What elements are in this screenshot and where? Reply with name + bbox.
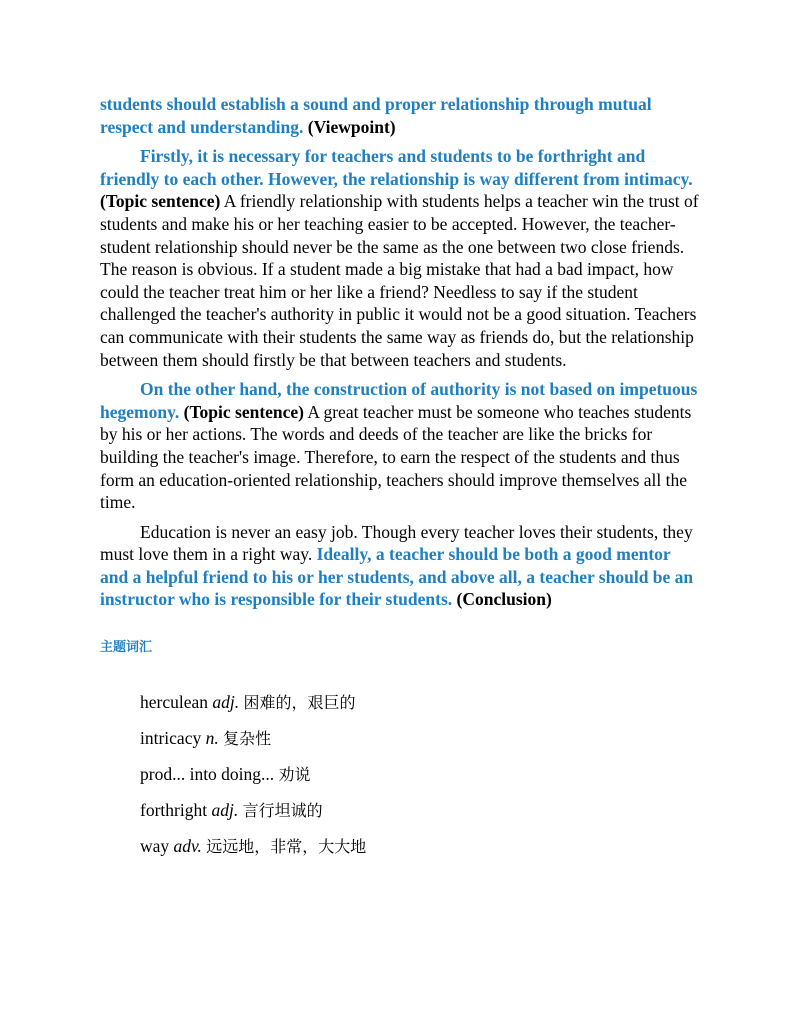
essay-paragraph bbox=[100, 93, 700, 138]
vocab-meaning: 言行坦诚的 bbox=[242, 801, 323, 821]
vocab-word: intricacy bbox=[140, 728, 202, 749]
body-text: Education is never an easy job. Though every teacher loves their students, they must love them in a right way. bbox=[100, 521, 693, 565]
highlighted-sentence: On the other hand, the construction of authority is not based on impetuous hegemony. bbox=[100, 379, 698, 422]
body-text: A great teacher must be someone who teaches students by his or her actions. The words and deeds of the teacher are like the bricks for building the teacher's image. Therefore, to earn the respect of the students and thus form an education-oriented relationship, teachers should improve themselves all the time. bbox=[100, 401, 692, 513]
vocab-item bbox=[140, 727, 700, 763]
essay-paragraph bbox=[100, 378, 700, 514]
vocab-meaning: 困难的，艰巨的 bbox=[243, 693, 356, 713]
vocab-list bbox=[100, 691, 700, 871]
vocab-item bbox=[140, 763, 700, 799]
highlighted-sentence: Ideally, a teacher should be both a good mentor and a helpful friend to his or her students, and above all, a teacher should be an instructor who is responsible for their students. bbox=[100, 544, 694, 610]
vocab-part-of-speech: n. bbox=[205, 728, 219, 749]
sentence-role-label: (Viewpoint) bbox=[307, 116, 396, 137]
vocab-part-of-speech: adj. bbox=[211, 800, 239, 821]
highlighted-sentence: students should establish a sound and proper relationship through mutual respect and understanding. bbox=[100, 94, 652, 137]
sentence-role-label: (Conclusion) bbox=[456, 589, 552, 610]
vocab-word: prod... into doing... bbox=[140, 764, 275, 785]
vocab-item bbox=[140, 835, 700, 871]
body-text: A friendly relationship with students helps a teacher win the trust of students and make his or her teaching easier to be accepted. However, the teacher-student relationship should never be the same as the one between two close friends. The reason is obvious. If a student made a big mistake that had a bad impact, how could the teacher treat him or her like a friend? Needless to say if the student challenged the teacher's authority in public it would not be a good situation. Teachers can communicate with their students the same way as friends do, but the relationship between them should firstly be that between teachers and students. bbox=[100, 191, 699, 370]
vocab-word: herculean bbox=[140, 692, 209, 713]
vocab-meaning: 复杂性 bbox=[223, 729, 272, 749]
vocab-word: forthright bbox=[140, 800, 208, 821]
sentence-role-label: (Topic sentence) bbox=[100, 191, 221, 212]
vocab-word: way bbox=[140, 836, 170, 857]
vocab-meaning: 劝说 bbox=[278, 765, 311, 785]
vocab-item bbox=[140, 799, 700, 835]
vocab-meaning: 远远地，非常，大大地 bbox=[206, 837, 367, 857]
vocab-part-of-speech: adv. bbox=[173, 836, 202, 857]
vocab-part-of-speech: adj. bbox=[212, 692, 240, 713]
essay-body bbox=[100, 93, 700, 611]
vocab-heading: 主题词汇 bbox=[100, 640, 153, 656]
document-page bbox=[100, 93, 700, 871]
sentence-role-label: (Topic sentence) bbox=[183, 401, 305, 422]
vocab-item bbox=[140, 691, 700, 727]
essay-paragraph bbox=[100, 145, 700, 371]
highlighted-sentence: Firstly, it is necessary for teachers and students to be forthright and friendly to each other. However, the relationship is way different from intimacy. bbox=[100, 146, 693, 189]
essay-paragraph bbox=[100, 521, 700, 611]
